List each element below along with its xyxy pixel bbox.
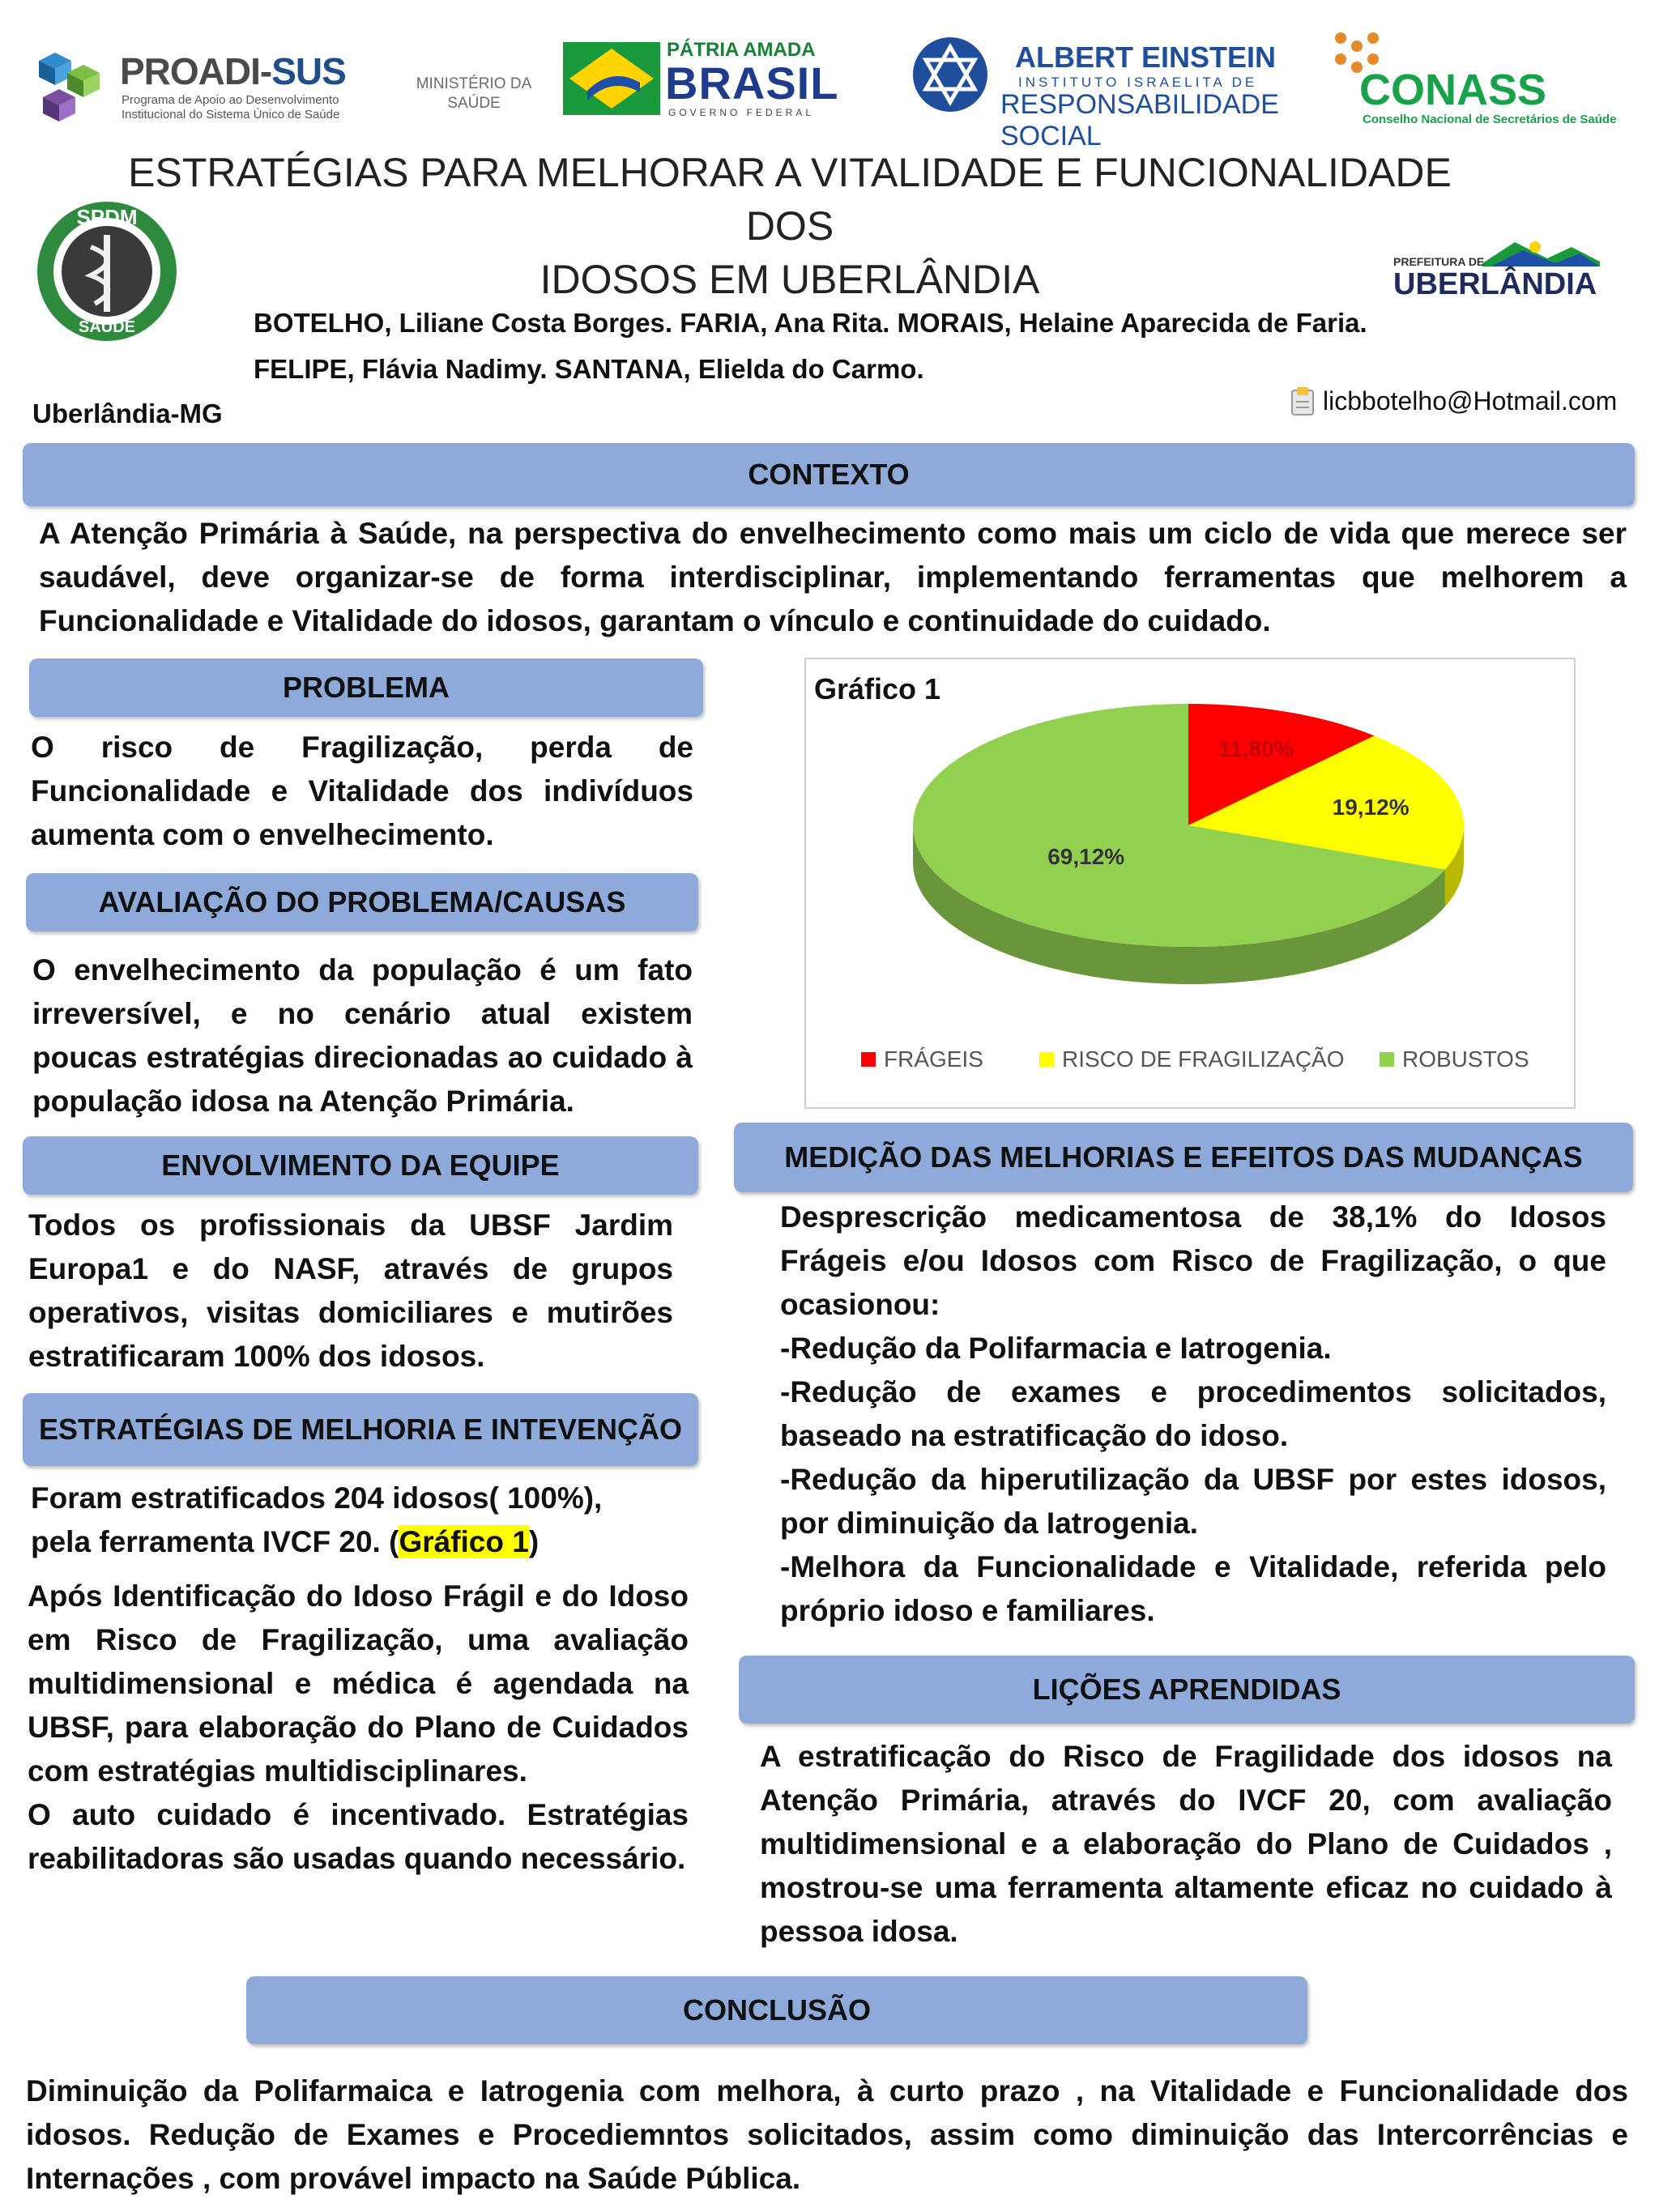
conass-logo [1328,28,1628,134]
spdm-top-text: SPDM [76,205,138,229]
section-header-estrategias [23,1393,698,1466]
einstein-line1: ALBERT EINSTEIN [1015,40,1277,74]
avaliacao-title: AVALIAÇÃO DO PROBLEMA/CAUSAS [98,885,626,918]
poster-title [81,146,1499,306]
email-text: licbbotelho@Hotmail.com [1323,386,1618,416]
proadi-sus-logo [31,45,371,126]
section-header-envolvimento [23,1136,698,1195]
proadi-sub1: Programa de Apoio ao Desenvolvimento [122,93,339,107]
avaliacao-text: O envelhecimento da população é um fato irreversível, e no cenário atual existem poucas estratégias direcionadas ao cuidado à população idosa na Atenção Primária. [32,953,693,1118]
legend-swatch-0 [861,1052,876,1067]
medicao-text [780,1196,1606,1633]
section-header-licoes [739,1656,1635,1724]
ministerio-saude-logo [409,75,539,113]
authors-line1: BOTELHO, Liliane Costa Borges. FARIA, Ana Rita. MORAIS, Helaine Aparecida de Faria. [254,308,1367,338]
albert-einstein-logo [911,34,1284,151]
einstein-line3: RESPONSABILIDADE SOCIAL [1000,89,1279,151]
estrategias-line2-post: ) [528,1525,539,1558]
chart-title: Gráfico 1 [814,672,941,705]
proadi-main-text: PROADI- [120,50,272,92]
brasil-line1: PÁTRIA AMADA [667,39,816,61]
email-contact[interactable] [1290,386,1617,416]
estrategias-line2-pre: pela ferramenta IVCF 20. ( [31,1525,399,1558]
uberlandia-line1: PREFEITURA DE [1393,255,1485,268]
estrategias-line1: Foram estratificados 204 idosos( 100%), [31,1481,603,1515]
brasil-line2: BRASIL [665,58,839,109]
medicao-line-2: -Redução da Polifarmacia e Iatrogenia. [780,1332,1332,1365]
title-line2: IDOSOS EM UBERLÂNDIA [539,257,1040,302]
legend-swatch-2 [1380,1052,1394,1067]
einstein-line2: INSTITUTO ISRAELITA DE [1018,75,1258,90]
legend-label-0: FRÁGEIS [884,1046,983,1072]
contexto-title: CONTEXTO [748,458,910,491]
email-icon [1290,386,1315,416]
proadi-cubes-icon [31,45,112,126]
contexto-text: A Atenção Primária à Saúde, na perspectiva do envelhecimento como mais um ciclo de vida que merece ser saudável, deve organizar-se de forma interdisciplinar, implementando ferramentas que melhorem a Funcionalidade e Vitalidade do idosos, garantam o vínculo e continuidade do cuidado. [39,517,1627,637]
envolvimento-text: Todos os profissionais da UBSF Jardim Europa1 e do NASF, através de grupos operativos, visitas domiciliares e mutirões estratificaram 100% dos idosos. [28,1208,673,1373]
location-text: Uberlândia-MG [32,399,223,428]
spdm-bottom-text: SAÚDE [78,318,135,336]
conclusao-title: CONCLUSÃO [683,1993,871,2027]
pie-chart-grafico-1 [804,658,1576,1109]
legend-label-1: RISCO DE FRAGILIZAÇÃO [1062,1046,1345,1072]
title-line1: ESTRATÉGIAS PARA MELHORAR A VITALIDADE E FUNCIONALIDADE DOS [128,150,1452,249]
section-header-medicao [734,1123,1633,1192]
estrategias-paragraph-3: O auto cuidado é incentivado. Estratégias reabilitadoras são usadas quando necessário. [28,1798,689,1875]
envolvimento-title: ENVOLVIMENTO DA EQUIPE [161,1149,560,1182]
patria-amada-brasil-logo [563,39,839,120]
pie-data-label-0: 11,80% [1218,735,1294,761]
legend-item-1 [1039,1046,1345,1072]
authors-line2: FELIPE, Flávia Nadimy. SANTANA, Elielda do Carmo. [254,354,924,384]
estrategias-line2 [31,1520,679,1564]
grafico-1-reference: Gráfico 1 [399,1525,529,1558]
pie-data-label-2: 69,12% [1047,844,1125,870]
licoes-text: A estratificação do Risco de Fragilidade dos idosos na Atenção Primária, através do IVCF 20, com avaliação multidimensional e a elaboração do Plano de Cuidados , mostrou-se uma ferramenta altamente eficaz no cuidado à pessoa idosa. [760,1740,1612,1948]
problema-text: O risco de Fragilização, perda de Funcionalidade e Vitalidade dos indivíduos aumenta com o envelhecimento. [31,731,693,851]
section-header-problema [29,658,703,717]
pie-data-label-1: 19,12% [1332,794,1410,820]
brasil-line3: GOVERNO FEDERAL [668,107,815,118]
estrategias-paragraph-2: Após Identificação do Idoso Frágil e do Idoso em Risco de Fragilização, uma avaliação multidimensional e médica é agendada na UBSF, para elaboração do Plano de Cuidados com estratégias multidisciplinares. [28,1579,689,1788]
estrategias-text-2 [28,1575,689,1881]
section-header-conclusao [246,1976,1307,2044]
proadi-accent-text: SUS [271,50,346,92]
pie-chart-svg [806,659,1574,1032]
uberlandia-line2: UBERLÂNDIA [1393,267,1597,301]
estrategias-text-1 [31,1477,679,1564]
medicao-line-3: -Redução de exames e procedimentos solicitados, baseado na estratificação do idoso. [780,1375,1606,1452]
licoes-title: LIÇÕES APRENDIDAS [1032,1673,1341,1706]
estrategias-title: ESTRATÉGIAS DE MELHORIA E INTEVENÇÃO [38,1413,683,1446]
medicao-title: MEDIÇÃO DAS MELHORIAS E EFEITOS DAS MUDANÇAS [784,1140,1583,1174]
medicao-line-1: Desprescrição medicamentosa de 38,1% do Idosos Frágeis e/ou Idosos com Risco de Fragilização, o que ocasionou: [780,1200,1606,1321]
ministerio-line1: MINISTÉRIO DA [416,75,532,92]
legend-label-2: ROBUSTOS [1402,1046,1529,1072]
brazil-flag-icon [563,42,660,115]
medicao-line-5: -Melhora da Funcionalidade e Vitalidade, referida pelo próprio idoso e familiares. [780,1550,1606,1627]
proadi-sub2: Institucional do Sistema Único de Saúde [122,108,340,121]
legend-item-0 [861,1046,983,1072]
section-header-contexto [23,443,1635,506]
legend-swatch-1 [1039,1052,1054,1067]
medicao-line-4: -Redução da hiperutilização da UBSF por estes idosos, por diminuição da Iatrogenia. [780,1463,1606,1540]
section-header-avaliacao [26,873,698,931]
einstein-star-icon [911,36,989,113]
conclusao-text: Diminuição da Polifarmaica e Iatrogenia com melhora, à curto prazo , na Vitalidade e Funcionalidade dos idosos. Redução de Exames e Procediemntos solicitados, assim como diminuição das Intercorrências e Internações , com provável impacto na Saúde Pública. [26,2074,1628,2195]
legend-item-2 [1380,1046,1529,1072]
ministerio-line2: SAÚDE [447,95,501,112]
conass-name: CONASS [1359,66,1547,114]
conass-sub: Conselho Nacional de Secretários de Saúde [1363,113,1617,126]
problema-title: PROBLEMA [283,671,450,704]
